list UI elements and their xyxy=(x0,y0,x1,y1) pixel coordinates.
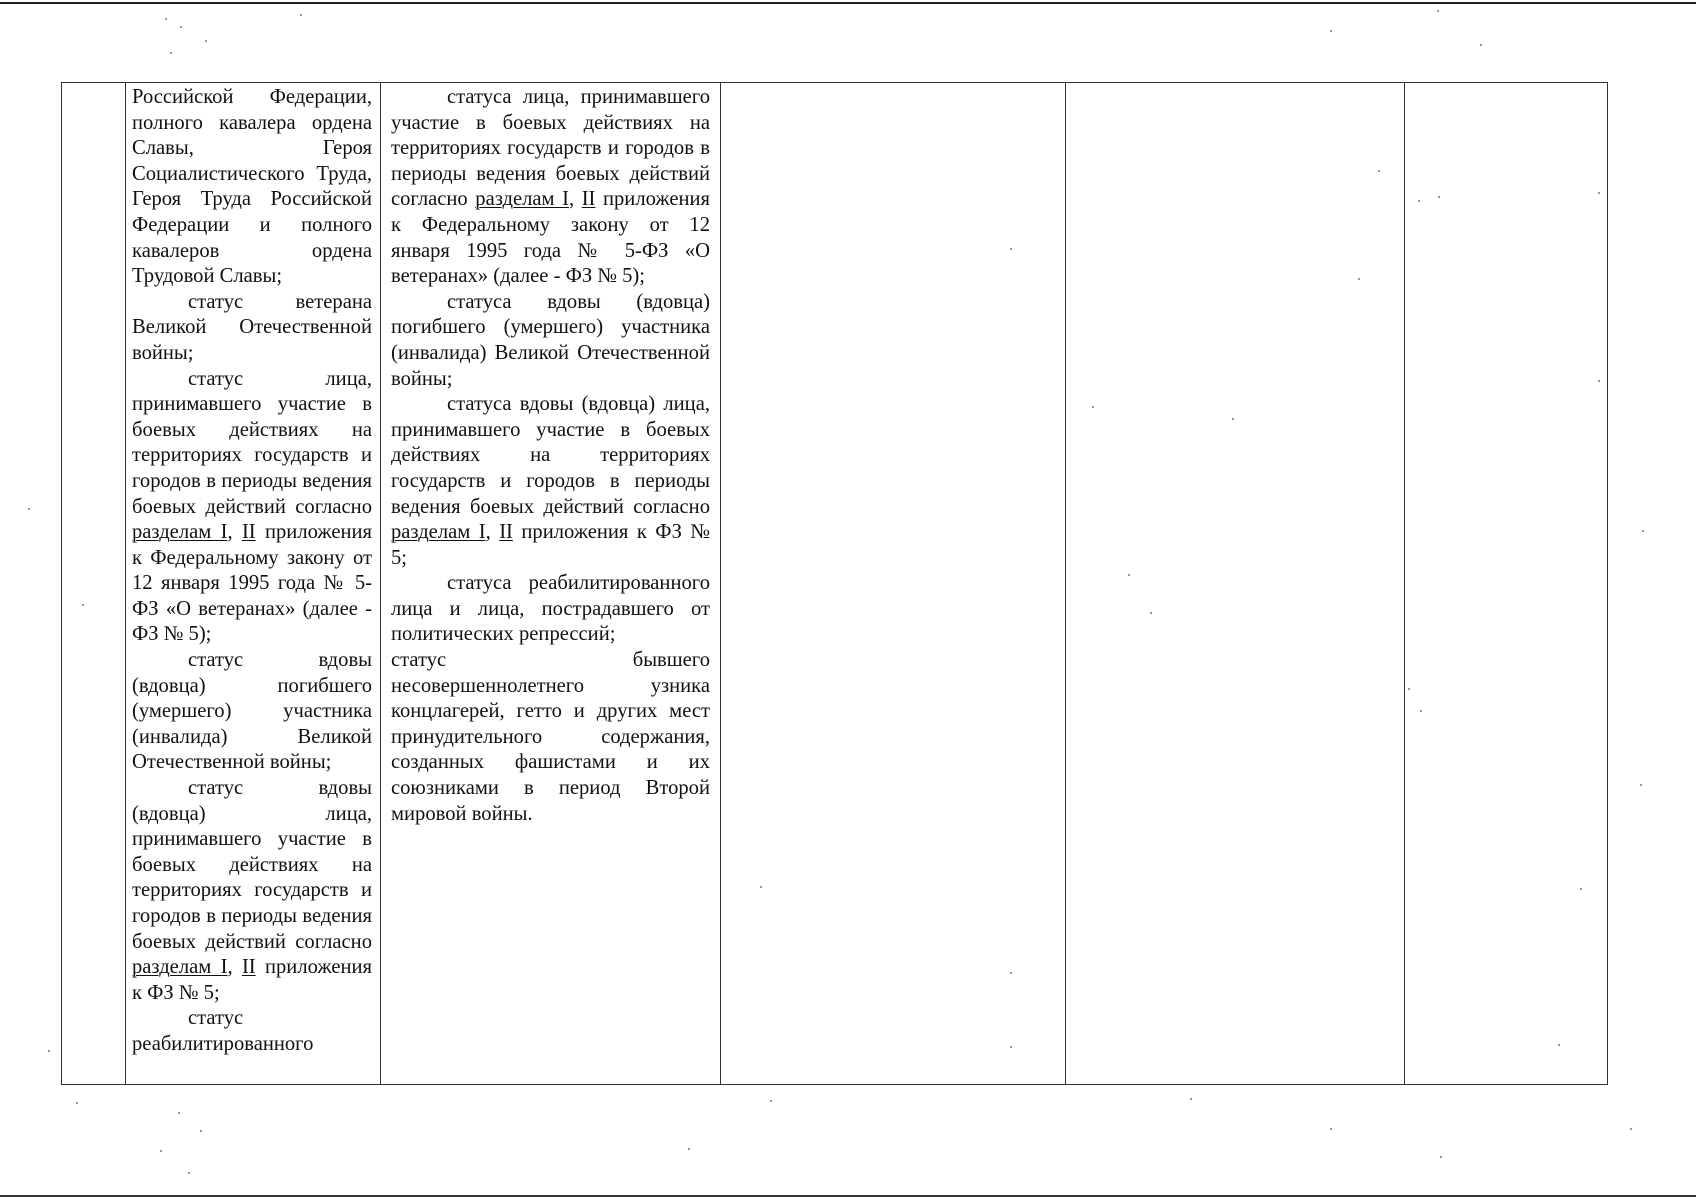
text-run: статус бывшего несовершеннолетнего узника концлагерей, гетто и других мест принудительного содержания, созданных фашистами и их союзниками в период Второй мировой войны. xyxy=(391,649,710,825)
scan-speck xyxy=(28,508,30,510)
document-table xyxy=(61,82,1608,1085)
scan-speck xyxy=(770,1100,772,1102)
text-run: статуса вдовы (вдовца) лица, принимавшего участие в боевых действиях на территориях государств и городов в периоды ведения боевых действий согласно xyxy=(391,393,710,518)
scan-speck xyxy=(760,886,762,888)
table-cell-column-2 xyxy=(126,83,381,1085)
text-run: , xyxy=(227,521,242,544)
page-top-border xyxy=(0,2,1696,4)
paragraph xyxy=(391,392,710,571)
scan-speck xyxy=(1558,1044,1560,1046)
scan-speck xyxy=(200,1130,202,1132)
scan-speck xyxy=(1190,1098,1192,1100)
text-run: , xyxy=(568,188,582,211)
underlined-reference: разделам I xyxy=(132,521,228,544)
underlined-reference: II xyxy=(499,521,513,544)
scan-speck xyxy=(1418,200,1420,202)
scan-speck xyxy=(205,40,207,42)
scan-speck xyxy=(1440,1156,1442,1158)
paragraph xyxy=(391,85,710,290)
scan-speck xyxy=(1330,1128,1332,1130)
table-cell-column-4 xyxy=(721,83,1066,1085)
scan-speck xyxy=(1438,196,1440,198)
scan-speck xyxy=(188,1172,190,1174)
table-cell-number xyxy=(62,83,126,1085)
text-run: статус ветерана Великой Отечественной войны; xyxy=(132,290,372,364)
table-row xyxy=(62,83,1608,1085)
scan-speck xyxy=(1420,710,1422,712)
paragraph xyxy=(132,648,372,776)
scan-speck xyxy=(1232,418,1234,420)
column-2-text xyxy=(126,83,380,1058)
text-run: Российской Федерации, полного кавалера ордена Славы, Героя Социалистического Труда, Героя Труда Российской Федерации и полного кавалеров ордена Трудовой Славы; xyxy=(132,86,372,288)
scan-speck xyxy=(1010,1046,1012,1048)
text-run: статуса реабилитированного лица и лица, пострадавшего от политических репрессий; xyxy=(391,572,710,646)
table-cell-column-5 xyxy=(1066,83,1405,1085)
scan-speck xyxy=(178,1112,180,1114)
table-cell-column-3 xyxy=(381,83,721,1085)
scan-speck xyxy=(1378,170,1380,172)
scan-speck xyxy=(82,604,84,606)
text-run: статус лица, принимавшего участие в боевых действиях на территориях государств и городов в периоды ведения боевых действий согласно xyxy=(132,367,372,518)
scan-speck xyxy=(180,26,182,28)
column-3-text xyxy=(381,83,720,827)
scan-speck xyxy=(1010,248,1012,250)
scan-speck xyxy=(1408,688,1410,690)
text-run: , xyxy=(227,956,242,979)
text-run: приложения к Федеральному закону от 12 января 1995 года № 5-ФЗ «О ветеранах» (далее - ФЗ № 5); xyxy=(391,188,710,288)
paragraph xyxy=(391,290,710,392)
scan-speck xyxy=(1150,612,1152,614)
scan-speck xyxy=(1330,30,1332,32)
scan-speck xyxy=(160,1150,162,1152)
scan-speck xyxy=(1128,574,1130,576)
scan-speck xyxy=(1630,1128,1632,1130)
underlined-reference: разделам I xyxy=(391,521,486,544)
paragraph xyxy=(391,571,710,648)
underlined-reference: II xyxy=(581,188,596,211)
scan-speck xyxy=(1598,380,1600,382)
paragraph xyxy=(391,648,710,827)
scan-speck xyxy=(1640,784,1642,786)
scan-speck xyxy=(1358,278,1360,280)
scan-speck xyxy=(1010,972,1012,974)
scan-speck xyxy=(76,1102,78,1104)
paragraph xyxy=(132,290,372,367)
scan-speck xyxy=(165,18,167,20)
scan-speck xyxy=(1092,406,1094,408)
scan-speck xyxy=(1480,44,1482,46)
paragraph xyxy=(132,85,372,290)
table-cell-column-6 xyxy=(1405,83,1608,1085)
text-run: статус вдовы (вдовца) лица, принимавшего участие в боевых действиях на территориях государств и городов в периоды ведения боевых действий согласно xyxy=(132,777,372,953)
text-run: статуса вдовы (вдовца) погибшего (умершего) участника (инвалида) Великой Отечественной войны; xyxy=(391,290,710,390)
scan-speck xyxy=(688,1148,690,1150)
text-run: приложения к Федеральному закону от 12 января 1995 года № 5-ФЗ «О ветеранах» (далее - ФЗ № 5); xyxy=(132,521,372,646)
scan-speck xyxy=(1580,888,1582,890)
text-run: приложения к ФЗ № 5; xyxy=(391,521,710,569)
underlined-reference: разделам I xyxy=(475,188,569,211)
underlined-reference: II xyxy=(241,521,256,544)
text-run: статуса лица, принимавшего участие в боевых действиях на территориях государств и городов в периоды ведения боевых действий согласно xyxy=(391,86,710,211)
text-run: статус реабилитированного xyxy=(132,1007,314,1055)
scan-speck xyxy=(48,1050,50,1052)
scan-speck xyxy=(1437,10,1439,12)
paragraph xyxy=(132,1006,372,1057)
scan-speck xyxy=(1598,192,1600,194)
text-run: статус вдовы (вдовца) погибшего (умершего) участника (инвалида) Великой Отечественной войны; xyxy=(132,649,372,774)
scan-speck xyxy=(1642,530,1644,532)
page-bottom-border xyxy=(0,1195,1696,1197)
text-run: , xyxy=(485,521,500,544)
text-run: приложения к ФЗ № 5; xyxy=(132,956,372,1004)
underlined-reference: II xyxy=(241,956,256,979)
paragraph xyxy=(132,367,372,649)
scan-speck xyxy=(170,52,172,54)
paragraph xyxy=(132,776,372,1006)
scan-speck xyxy=(300,14,302,16)
underlined-reference: разделам I xyxy=(132,956,228,979)
